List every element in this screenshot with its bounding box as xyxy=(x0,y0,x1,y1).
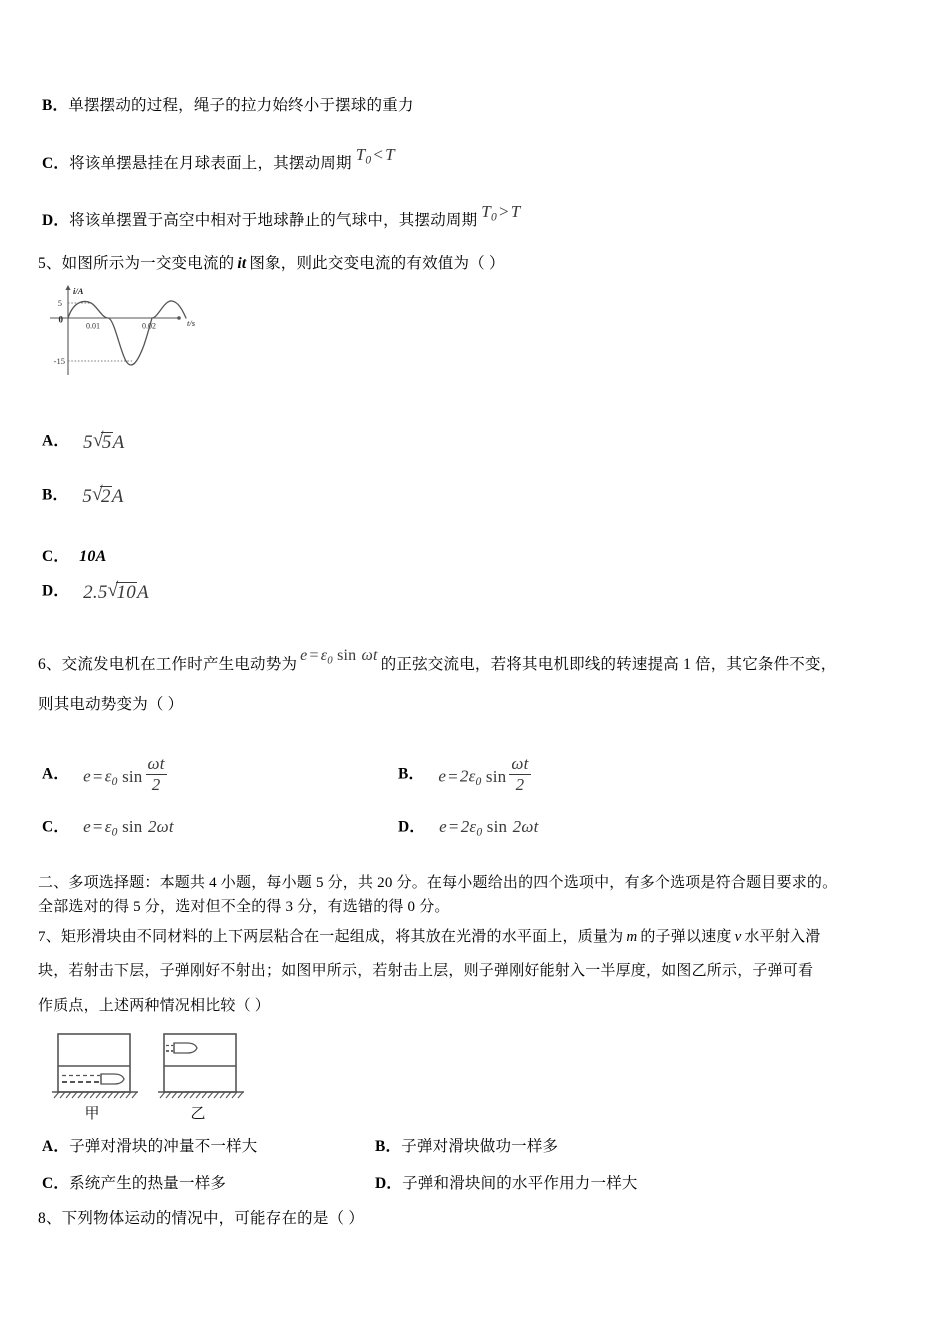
option-letter: C． xyxy=(42,818,70,836)
q6-option-b xyxy=(398,755,533,795)
option-letter: B． xyxy=(398,765,425,783)
option-letter: C． xyxy=(42,548,70,565)
math-e-eq-eps0-sin-wt: $e = \varepsilon_0$ sin ωt xyxy=(300,647,378,667)
option-letter: A． xyxy=(42,432,70,450)
q7-stem-line1-c: 水平射入滑 xyxy=(744,929,821,945)
math-2p5-sqrt10-A: 2.5 √ 10A xyxy=(83,582,149,602)
math-t0-lt-t: $T_0 < T$ xyxy=(355,145,395,167)
q6-number: 6、 xyxy=(38,656,62,673)
option-letter: A． xyxy=(42,765,70,783)
q7-stem-line1-a: 矩形滑块由不同材料的上下两层粘合在一起组成，将其放在光滑的水平面上，质量为 xyxy=(60,929,624,945)
option-letter: B． xyxy=(375,1138,402,1155)
option-letter: A． xyxy=(42,1138,70,1155)
q7-option-b xyxy=(375,1139,558,1155)
q4-option-c xyxy=(42,146,395,172)
section2-line1-text: 二、多项选择题：本题共 4 小题，每小题 5 分，共 20 分。在每小题给出的四个选项中，有多个选项是符合题目要求的。 xyxy=(38,875,838,891)
q6-option-a xyxy=(42,755,169,795)
q7-option-a xyxy=(42,1139,258,1155)
option-text: 子弹对滑块的冲量不一样大 xyxy=(69,1138,258,1155)
q5-option-d xyxy=(42,582,149,602)
option-letter: B． xyxy=(42,97,69,114)
q7-stem-line3-text: 作质点，上述两种情况相比较（ ） xyxy=(38,998,270,1014)
section2-line1 xyxy=(38,876,837,891)
math-e-2eps0-sin-wt-over-2: $e = 2\varepsilon_0$ sin $\frac{\omega t}{2}$ xyxy=(438,754,529,795)
option-letter: D． xyxy=(42,582,70,600)
q7-option-d xyxy=(375,1176,638,1192)
q7-stem-line3 xyxy=(38,999,270,1014)
section2-line2-text: 全部选对的得 5 分，选对但不全的得 3 分，有选错的得 0 分。 xyxy=(38,899,450,915)
ytick-5: 5 xyxy=(57,298,62,308)
q7-stem-line2-text: 块，若射击下层，子弹刚好不射出；如图甲所示，若射击上层，则子弹刚好能射入一半厚度，如图乙所示，子弹可看 xyxy=(38,963,814,979)
q4-option-b xyxy=(42,98,414,114)
math-t0-gt-t: $T_0 > T$ xyxy=(481,202,521,224)
q6-stem-before: 交流发电机在工作时产生电动势为 xyxy=(61,656,298,673)
math-5-sqrt2-A: 5 √ 2A xyxy=(82,486,123,506)
q7-stem-line1-b: 的子弹以速度 xyxy=(640,929,732,945)
option-text: 子弹和滑块间的水平作用力一样大 xyxy=(402,1175,638,1192)
option-text: 将该单摆置于高空中相对于地球静止的气球中，其摆动周期 xyxy=(69,212,478,229)
xlabel-t-per-s: t/s xyxy=(187,318,196,328)
math-5-sqrt5-A: 5 √ 5A xyxy=(83,432,124,452)
q8-stem xyxy=(38,1211,364,1227)
q6-option-c xyxy=(42,818,174,838)
q7-symbol-v: v xyxy=(734,929,742,945)
math-e-eps0-sin-wt-over-2: $e = \varepsilon_0$ sin $\frac{\omega t}{2}$ xyxy=(83,754,165,795)
option-letter: D． xyxy=(42,212,70,229)
option-letter: C． xyxy=(42,1175,70,1192)
q5-number: 5、 xyxy=(38,255,62,272)
q6-option-d xyxy=(398,818,539,838)
math-e-eps0-sin-2wt: $e = \varepsilon_0$ sin 2ωt xyxy=(83,817,174,839)
option-text: 将该单摆悬挂在月球表面上，其摆动周期 xyxy=(69,155,352,172)
q4-option-d xyxy=(42,203,520,229)
q5-stem-before: 如图所示为一交变电流的 xyxy=(61,255,235,272)
math-e-2eps0-sin-2wt: $e = 2\varepsilon_0$ sin 2ωt xyxy=(439,817,539,839)
math-10A: 10A xyxy=(79,548,107,565)
q6-stem-after: 的正弦交流电，若将其电机即线的转速提高 1 倍，其它条件不变， xyxy=(380,656,837,673)
xtick-001: 0.01 xyxy=(86,321,100,331)
option-letter: B． xyxy=(42,486,69,504)
q7-stem-line1 xyxy=(38,930,820,945)
figure-label-jia: 甲 xyxy=(84,1106,100,1122)
option-letter: D． xyxy=(375,1175,403,1192)
q7-blocks-figure xyxy=(46,1030,256,1140)
q8-number: 8、 xyxy=(38,1210,62,1227)
q7-symbol-m: m xyxy=(626,929,638,945)
q5-current-time-graph xyxy=(40,285,230,377)
option-letter: D． xyxy=(398,818,426,836)
q6-stem-line1 xyxy=(38,648,836,673)
ylabel-i-per-A: i/A xyxy=(73,286,84,296)
q7-number: 7、 xyxy=(38,929,61,945)
option-text: 单摆摆动的过程，绳子的拉力始终小于摆球的重力 xyxy=(68,97,414,114)
q5-option-b xyxy=(42,486,124,506)
q7-option-c xyxy=(42,1176,226,1192)
option-text: 系统产生的热量一样多 xyxy=(69,1175,227,1192)
q5-stem xyxy=(38,256,505,272)
option-letter: C． xyxy=(42,155,70,172)
section2-line2 xyxy=(38,900,450,915)
ytick-minus15: -15 xyxy=(53,356,65,366)
q5-stem-italic: it xyxy=(237,255,247,272)
figure-label-yi: 乙 xyxy=(190,1106,206,1122)
ytick-0: 0 xyxy=(58,314,63,325)
q7-stem-line2 xyxy=(38,964,813,979)
q6-stem-line2-text: 则其电动势变为（ ） xyxy=(38,696,184,713)
q6-stem-line2 xyxy=(38,697,183,713)
option-text: 子弹对滑块做功一样多 xyxy=(401,1138,559,1155)
q8-stem-text: 下列物体运动的情况中，可能存在的是（ ） xyxy=(61,1210,365,1227)
q5-option-c xyxy=(42,549,106,565)
xtick-002: 0.02 xyxy=(142,321,156,331)
q5-option-a xyxy=(42,432,124,452)
q5-stem-after: 图象，则此交变电流的有效值为（ ） xyxy=(249,255,505,272)
